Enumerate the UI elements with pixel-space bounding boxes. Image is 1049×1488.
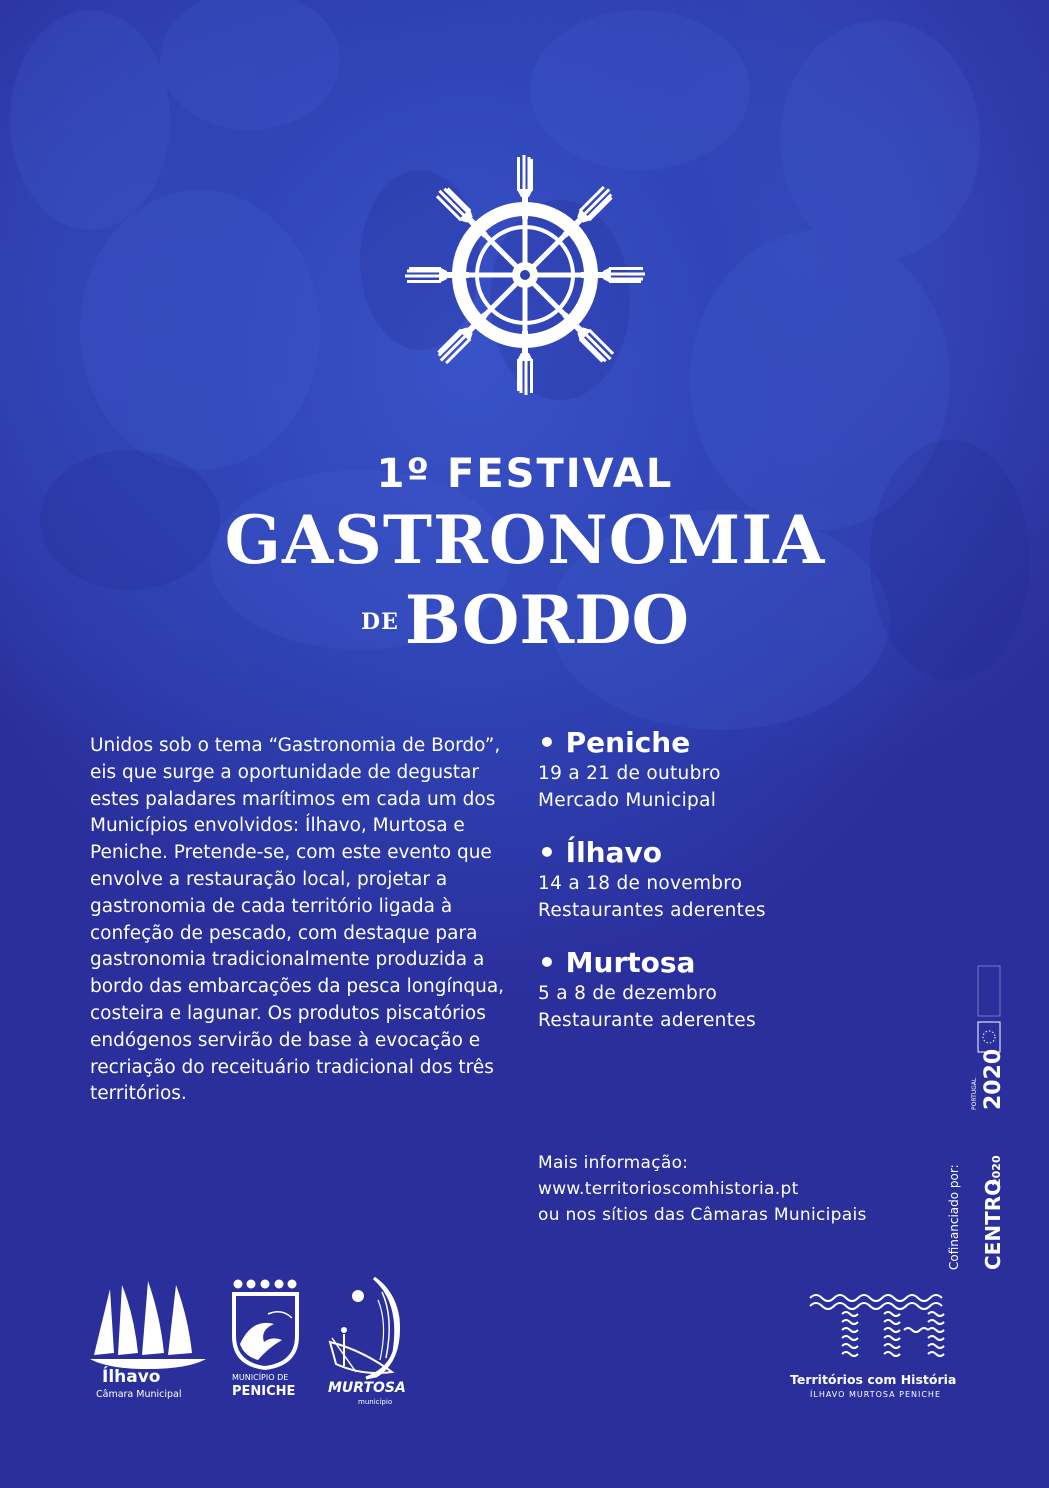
more-info-label: Mais informação: xyxy=(538,1153,689,1173)
more-info xyxy=(538,1150,938,1228)
th-monogram-icon xyxy=(780,1290,980,1362)
peniche-shield-icon xyxy=(228,1278,303,1370)
ilhavo-logo xyxy=(88,1275,213,1405)
ships-wheel-with-forks-icon xyxy=(385,135,665,415)
location-venue: Restaurante aderentes xyxy=(538,1010,756,1031)
title-gastronomia: GASTRONOMIA xyxy=(224,501,826,579)
centro-year: 2020 xyxy=(990,1155,1003,1186)
location-ilhavo xyxy=(538,836,918,924)
portugal-2020-logo: 2020 xyxy=(981,1048,1006,1110)
location-name: • Murtosa xyxy=(538,946,696,979)
peniche-logo xyxy=(228,1278,303,1403)
centro-2020-logo: CENTRO xyxy=(981,1178,1005,1270)
territorios-logo xyxy=(780,1290,980,1405)
intro-paragraph: Unidos sob o tema “Gastronomia de Bordo”, eis que surge a oportunidade de degustar estes paladares marítimos em cada um dos Municípios envolvidos: Ílhavo, Murtosa e Peniche. Pretende-se, com este evento que envolve a restauração local, projetar a gastronomia de cada território ligada à confeção de pescado, com destaque para gastronomia tradicionalmente produzida a bordo das embarcações da pesca longínqua, costeira e lagunar. Os produtos piscatórios endógenos servirão de base à evocação e recriação do receituário tradicional dos três territórios. xyxy=(90,735,505,1105)
cofund-label: Cofinanciado por: xyxy=(947,1164,961,1270)
location-peniche xyxy=(538,726,918,814)
portugal-label: PORTUGAL xyxy=(971,1077,978,1110)
territorios-name: Territórios com História xyxy=(790,1372,957,1387)
title-edition: 1º FESTIVAL xyxy=(376,451,674,497)
location-name: • Ílhavo xyxy=(538,836,662,869)
title-bordo: BORDO xyxy=(404,581,689,659)
ilhavo-sub: Câmara Municipal xyxy=(96,1389,182,1400)
murtosa-logo xyxy=(322,1272,412,1410)
location-venue: Mercado Municipal xyxy=(538,790,717,811)
murtosa-name: MURTOSA xyxy=(328,1380,406,1396)
territorios-sub: ÍLHAVO MURTOSA PENICHE xyxy=(810,1390,942,1399)
more-info-url[interactable]: www.territorioscomhistoria.pt xyxy=(538,1179,799,1199)
peniche-name: PENICHE xyxy=(232,1384,296,1399)
location-dates: 5 a 8 de dezembro xyxy=(538,983,718,1004)
title-de: DE xyxy=(361,609,399,635)
location-murtosa xyxy=(538,946,918,1034)
location-list xyxy=(538,726,918,1056)
location-name: • Peniche xyxy=(538,726,691,759)
ilhavo-name: Ílhavo xyxy=(102,1367,161,1387)
location-venue: Restaurantes aderentes xyxy=(538,900,766,921)
peniche-pre: MUNICÍPIO DE xyxy=(232,1373,289,1382)
murtosa-sub: município xyxy=(358,1398,393,1406)
moliceiro-boat-icon xyxy=(322,1272,412,1384)
more-info-note: ou nos sítios das Câmaras Municipais xyxy=(538,1205,867,1225)
cofunding-logos xyxy=(940,960,1010,1280)
title-de-bordo xyxy=(200,580,850,678)
festival-title xyxy=(200,448,850,678)
eu-flag-icon xyxy=(978,1022,1000,1052)
sailboats-icon xyxy=(88,1275,213,1370)
location-dates: 14 a 18 de novembro xyxy=(538,873,743,894)
location-dates: 19 a 21 de outubro xyxy=(538,763,721,784)
